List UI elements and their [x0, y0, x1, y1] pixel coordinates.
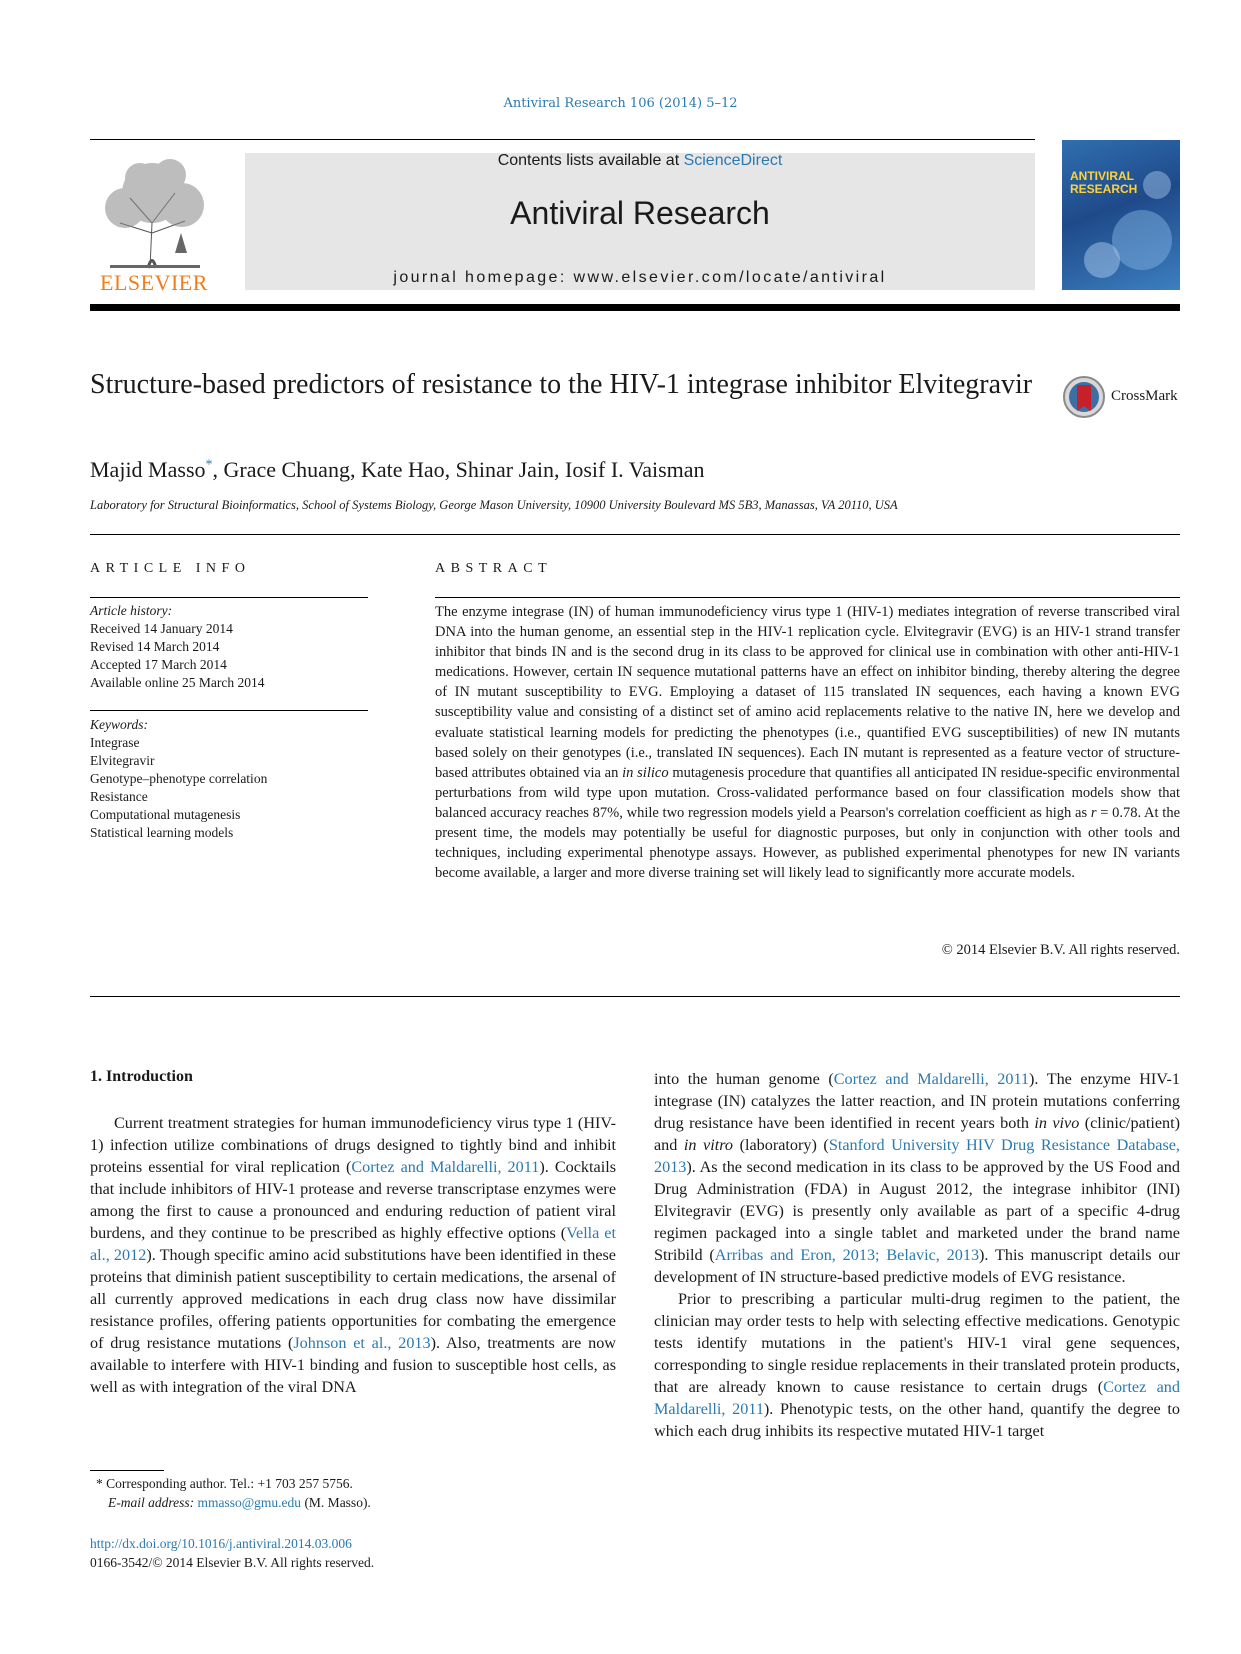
divider: [90, 534, 1180, 535]
text-span: ). Cocktails that include inhibitors of HIV-1 protease and reverse transcriptase enzymes were among the first to cause a pronounced and enduring reduction of patient viral burdens, and they continue to be prescribed as highly effective options (: [90, 1158, 616, 1242]
abstract-span: The enzyme integrase (IN) of human immunodeficiency virus type 1 (HIV-1) mediates integration of reverse transcribed viral DNA into the human genome, an essential step in the HIV-1 replication cycle. Elvitegravir (EVG) is an HIV-1 strand transfer inhibitor that binds IN and is the second drug in its class to be approved for clinical use in combination with other anti-HIV-1 medications. However, certain IN sequence mutational patterns have an effect on inhibitor binding, thereby altering the degree of IN mutant susceptibility to EVG. Employing a dataset of 115 translated IN sequences, each having a known EVG susceptibility value and consisting of a distinct set of amino acid replacements relative to the native IN, here we develop and evaluate statistical learning models for predicting the phenotypes (i.e., quantified EVG susceptibilities) of new IN mutants based solely on their genotypes (i.e., translated IN sequences). Each IN mutant is represented as a feature vector of structure-based attributes obtained via an: [435, 604, 1180, 781]
contents-line: [245, 152, 1035, 170]
doi-link[interactable]: http://dx.doi.org/10.1016/j.antiviral.2014.03.006: [90, 1536, 352, 1551]
footnote-line: [96, 1474, 371, 1493]
text-span: (laboratory) (: [733, 1136, 829, 1154]
crossmark-icon[interactable]: [1062, 375, 1106, 419]
article-history: [90, 602, 264, 692]
keywords: [90, 716, 267, 842]
text-span: ). Phenotypic tests, on the other hand, quantify the degree to which each drug inhibits its respective mutated HIV-1 target: [654, 1400, 1180, 1440]
footnote-email-line: [96, 1493, 371, 1512]
italic-span: in vitro: [683, 1136, 734, 1154]
text-span: Prior to prescribing a particular multi-drug regimen to the patient, the clinician may order tests to help with selecting effective medications. Genotypic tests identify mutations in the patient's HIV-1 viral gene sequences, corresponding to single residue replacements in their translated protein products, that are already known to cause resistance to certain drugs (: [654, 1290, 1180, 1396]
issn-copyright: 0166-3542/© 2014 Elsevier B.V. All rights reserved.: [90, 1555, 375, 1570]
section-heading-introduction: 1. Introduction: [90, 1068, 193, 1085]
divider: [90, 597, 368, 598]
contents-prefix: Contents lists available at: [497, 152, 684, 169]
sciencedirect-link[interactable]: ScienceDirect: [683, 152, 783, 169]
citation-link[interactable]: Cortez and Maldarelli, 2011: [654, 1378, 1180, 1418]
footnote-text: Corresponding author. Tel.: +1 703 257 5756.: [102, 1476, 353, 1491]
citation-link[interactable]: Cortez and Maldarelli, 2011: [833, 1070, 1030, 1088]
text-span: Current treatment strategies for human immunodeficiency virus type 1 (HIV-1) infection utilize combinations of drugs designed to tightly bind and inhibit proteins essential for viral replication (: [90, 1114, 616, 1176]
history-received: Received 14 January 2014: [90, 621, 233, 636]
history-online: Available online 25 March 2014: [90, 675, 265, 690]
journal-citation[interactable]: Antiviral Research 106 (2014) 5–12: [503, 96, 738, 111]
citation-link[interactable]: Vella et al., 2012: [90, 1224, 616, 1264]
citation-link[interactable]: Cortez and Maldarelli, 2011: [351, 1158, 540, 1176]
journal-cover-image: [1062, 140, 1180, 290]
paragraph: [90, 1112, 616, 1398]
journal-name: Antiviral Research: [510, 195, 770, 231]
footnote-rule: [90, 1470, 164, 1471]
body-column-right: [654, 1068, 1180, 1442]
keyword: Elvitegravir: [90, 753, 155, 768]
keywords-label: Keywords:: [90, 717, 148, 732]
author-corresponding: Majid Masso: [90, 457, 206, 482]
history-accepted: Accepted 17 March 2014: [90, 657, 227, 672]
email-link[interactable]: mmasso@gmu.edu: [197, 1495, 302, 1510]
text-span: (clinic/patient) and: [654, 1114, 1180, 1154]
article-info-heading: ARTICLE INFO: [90, 561, 251, 576]
history-label: Article history:: [90, 603, 173, 618]
history-revised: Revised 14 March 2014: [90, 639, 220, 654]
crossmark-label[interactable]: CrossMark: [1111, 388, 1178, 404]
keyword: Genotype–phenotype correlation: [90, 771, 268, 786]
text-span: into the human genome (: [654, 1070, 834, 1088]
italic-span: in vivo: [1034, 1114, 1080, 1132]
keyword: Resistance: [90, 789, 148, 804]
abstract-italic: r: [1090, 804, 1097, 821]
paragraph: [654, 1068, 1180, 1288]
citation-link[interactable]: Johnson et al., 2013: [293, 1334, 431, 1352]
elsevier-wordmark: ELSEVIER: [100, 270, 208, 295]
keyword: Statistical learning models: [90, 825, 234, 840]
corresponding-author-footnote: [96, 1474, 371, 1512]
divider: [90, 710, 368, 711]
text-span: ). The enzyme HIV-1 integrase (IN) catalyzes the latter reaction, and IN protein mutations conferring drug resistance have been identified in recent years both: [654, 1070, 1180, 1132]
citation-link[interactable]: Arribas and Eron, 2013; Belavic, 2013: [714, 1246, 980, 1264]
body-column-left: [90, 1112, 616, 1398]
header-thick-rule: [90, 304, 1180, 311]
text-span: ). Also, treatments are now available to interfere with HIV-1 binding and fusion to susceptible host cells, as well as with integration of the viral DNA: [90, 1334, 616, 1396]
doi-block: [90, 1534, 374, 1572]
authors-rest: , Grace Chuang, Kate Hao, Shinar Jain, Iosif I. Vaisman: [212, 457, 705, 482]
affiliation: Laboratory for Structural Bioinformatics, School of Systems Biology, George Mason University, 10900 University Boulevard MS 5B3, Manassas, VA 20110, USA: [90, 498, 898, 512]
text-span: ). Though specific amino acid substitutions have been identified in these proteins that diminish patient susceptibility to certain medications, the arsenal of all currently approved medications in each drug class now have dissimilar resistance profiles, offering patients opportunities for combating the emergence of drug resistance mutations (: [90, 1246, 616, 1352]
top-rule: [90, 139, 1035, 140]
cover-title: ANTIVIRAL RESEARCH: [1070, 169, 1138, 196]
author-list: [90, 457, 705, 483]
cover-art: [1062, 140, 1180, 290]
abstract-heading: ABSTRACT: [435, 561, 553, 576]
keyword: Computational mutagenesis: [90, 807, 241, 822]
text-span: ). As the second medication in its class to be approved by the US Food and Drug Administration (FDA) in August 2012, the integrase inhibitor (INI) Elvitegravir (EVG) is presently only available as part of a specific 4-drug regimen packaged into a single tablet and marketed under the brand name Stribild (: [654, 1158, 1180, 1264]
divider: [90, 996, 1180, 997]
divider: [435, 597, 1180, 598]
citation-link[interactable]: Stanford University HIV Drug Resistance Database, 2013: [654, 1136, 1180, 1176]
footnote-marker: *: [96, 1476, 103, 1491]
abstract-span: mutagenesis procedure that quantifies all anticipated IN residue-specific environmental perturbations from wild type upon mutation. Cross-validated performance based on four classification models show that balanced accuracy reaches 87%, while two regression models yield a Pearson's correlation coefficient as high as: [435, 764, 1180, 821]
abstract-italic: in silico: [622, 764, 669, 781]
corresponding-marker[interactable]: *: [205, 457, 213, 473]
keyword: Integrase: [90, 735, 140, 750]
email-suffix: (M. Masso).: [301, 1495, 371, 1510]
journal-homepage[interactable]: journal homepage: www.elsevier.com/locate/antiviral: [393, 269, 887, 286]
paragraph: [654, 1288, 1180, 1442]
abstract-copyright: © 2014 Elsevier B.V. All rights reserved.: [941, 942, 1180, 958]
email-label: E-mail address:: [108, 1495, 198, 1510]
abstract-span: = 0.78. At the present time, the models may potentially be useful for diagnostic purposes, but only in conjunction with other tools and techniques, including experimental phenotype assays. However, as published experimental phenotypes for new IN variants become available, a larger and more diverse training set will likely lead to significantly more accurate models.: [435, 804, 1181, 882]
text-span: ). This manuscript details our development of IN structure-based predictive models of EVG resistance.: [654, 1246, 1180, 1286]
article-title: Structure-based predictors of resistance to the HIV-1 integrase inhibitor Elvitegravir: [90, 369, 1033, 400]
abstract-text: [435, 602, 1180, 883]
